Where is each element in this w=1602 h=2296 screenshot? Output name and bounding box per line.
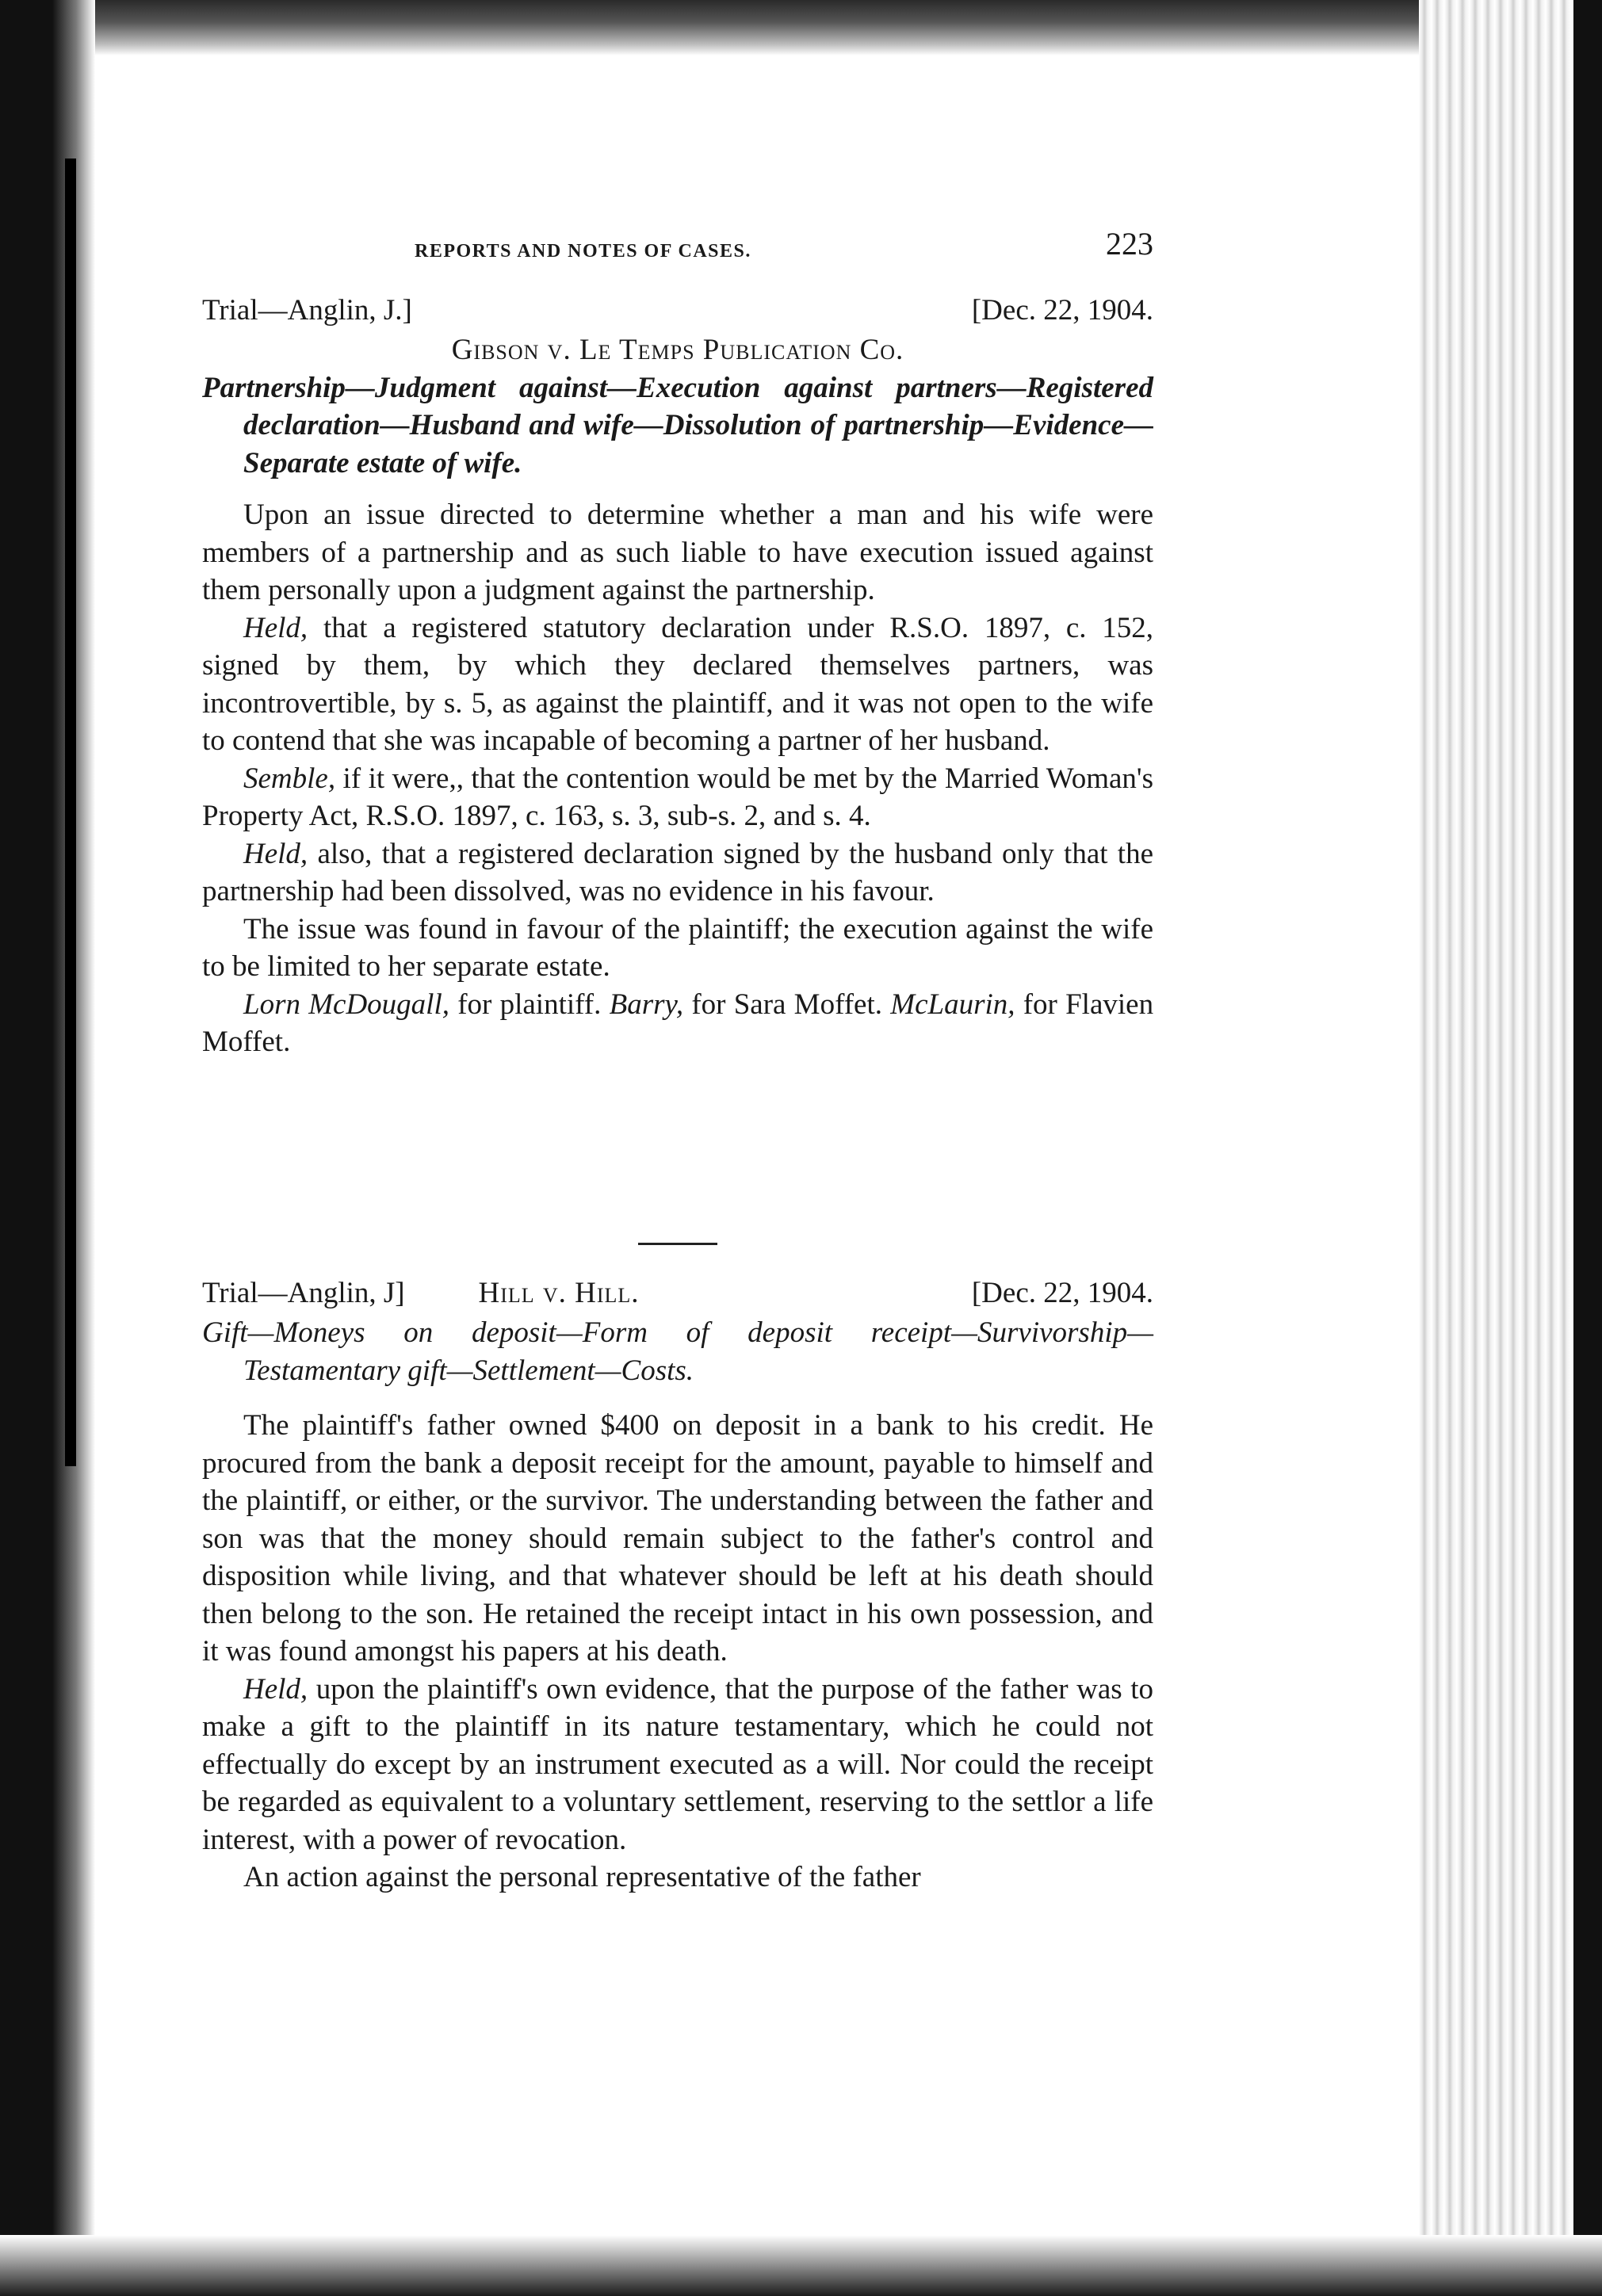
- headnote-paragraph: Upon an issue directed to determine whether a man and his wife were members of a partnership and as such liable to have execution issued against them personally upon a judgment against the partnership.: [202, 499, 1153, 606]
- decision-date: [Dec. 22, 1904.: [971, 294, 1153, 327]
- counsel-line: Lorn McDougall, for plaintiff. Barry, for Sara Moffet. McLaurin, for Flavien Moffet.: [202, 988, 1154, 1058]
- headnote-paragraph: Held, upon the plaintiff's own evidence, that the purpose of the father was to make a gift to the plaintiff in its nature testamentary, which he could not effectually do except by an instrument executed as a will. Nor could the receipt be regarded as equivalent to a voluntary settlement, reserving to the settlor a life interest, with a power of revocation.: [202, 1672, 1154, 1856]
- case-title: Hill v. Hill.: [478, 1277, 640, 1309]
- case-report: [202, 292, 1153, 1061]
- scan-border-right-dark: [1573, 0, 1602, 2296]
- headnote-paragraph: Held, also, that a registered declaration signed by the husband only that the partnership had been dissolved, was no evidence in his favour.: [202, 837, 1154, 907]
- decision-date: [Dec. 22, 1904.: [971, 1277, 1153, 1309]
- catchwords: Partnership—Judgment against—Execution against partners—Registered declaration—Husband and wife—Dissolution of partnership—Evidence—Separate estate of wife.: [202, 371, 1153, 479]
- running-title: REPORTS AND NOTES OF CASES.: [415, 241, 751, 262]
- running-header: [202, 226, 1153, 268]
- headnote-paragraph: An action against the personal representative of the father: [243, 1861, 921, 1893]
- headnote-paragraph: The issue was found in favour of the plaintiff; the execution against the wife to be limited to her separate estate.: [202, 912, 1153, 983]
- case-title: Gibson v. Le Temps Publication Co.: [451, 334, 904, 366]
- headnote-paragraph: The plaintiff's father owned $400 on deposit in a bank to his credit. He procured from the bank a deposit receipt for the amount, payable to himself and the plaintiff, or either, or the survivor. The understanding between the father and son was that the money should remain subject to the father's control and disposition while living, and that whatever should be left at his death should then belong to the son. He retained the receipt intact in his own possession, and it was found amongst his papers at his death.: [202, 1409, 1153, 1668]
- case-separator-rule: [638, 1243, 717, 1245]
- page-number: 223: [1106, 226, 1153, 262]
- scan-border-top: [0, 0, 1602, 55]
- document-page: [202, 226, 1154, 2227]
- case-header: [202, 292, 1153, 331]
- scan-border-bottom: [0, 2235, 1602, 2296]
- case-header: [202, 1274, 1153, 1314]
- catchwords: Gift—Moneys on deposit—Form of deposit receipt—Survivorship—Testamentary gift—Settlement—Costs.: [202, 1316, 1153, 1387]
- headnote-paragraph: Held, that a registered statutory declaration under R.S.O. 1897, c. 152, signed by them, by which they declared themselves partners, was incontrovertible, by s. 5, as against the plaintiff, and it was not open to the wife to contend that she was incapable of becoming a partner of her husband.: [202, 611, 1154, 757]
- headnote-paragraph: Semble, if it were,, that the contention would be met by the Married Woman's Property Act, R.S.O. 1897, c. 163, s. 3, sub-s. 2, and s. 4.: [202, 762, 1153, 832]
- court-line: Trial—Anglin, J]: [202, 1277, 405, 1309]
- scan-margin-rule: [65, 159, 76, 1466]
- scan-border-left: [0, 0, 95, 2296]
- court-line: Trial—Anglin, J.]: [202, 294, 412, 327]
- case-report: [202, 1274, 1153, 1897]
